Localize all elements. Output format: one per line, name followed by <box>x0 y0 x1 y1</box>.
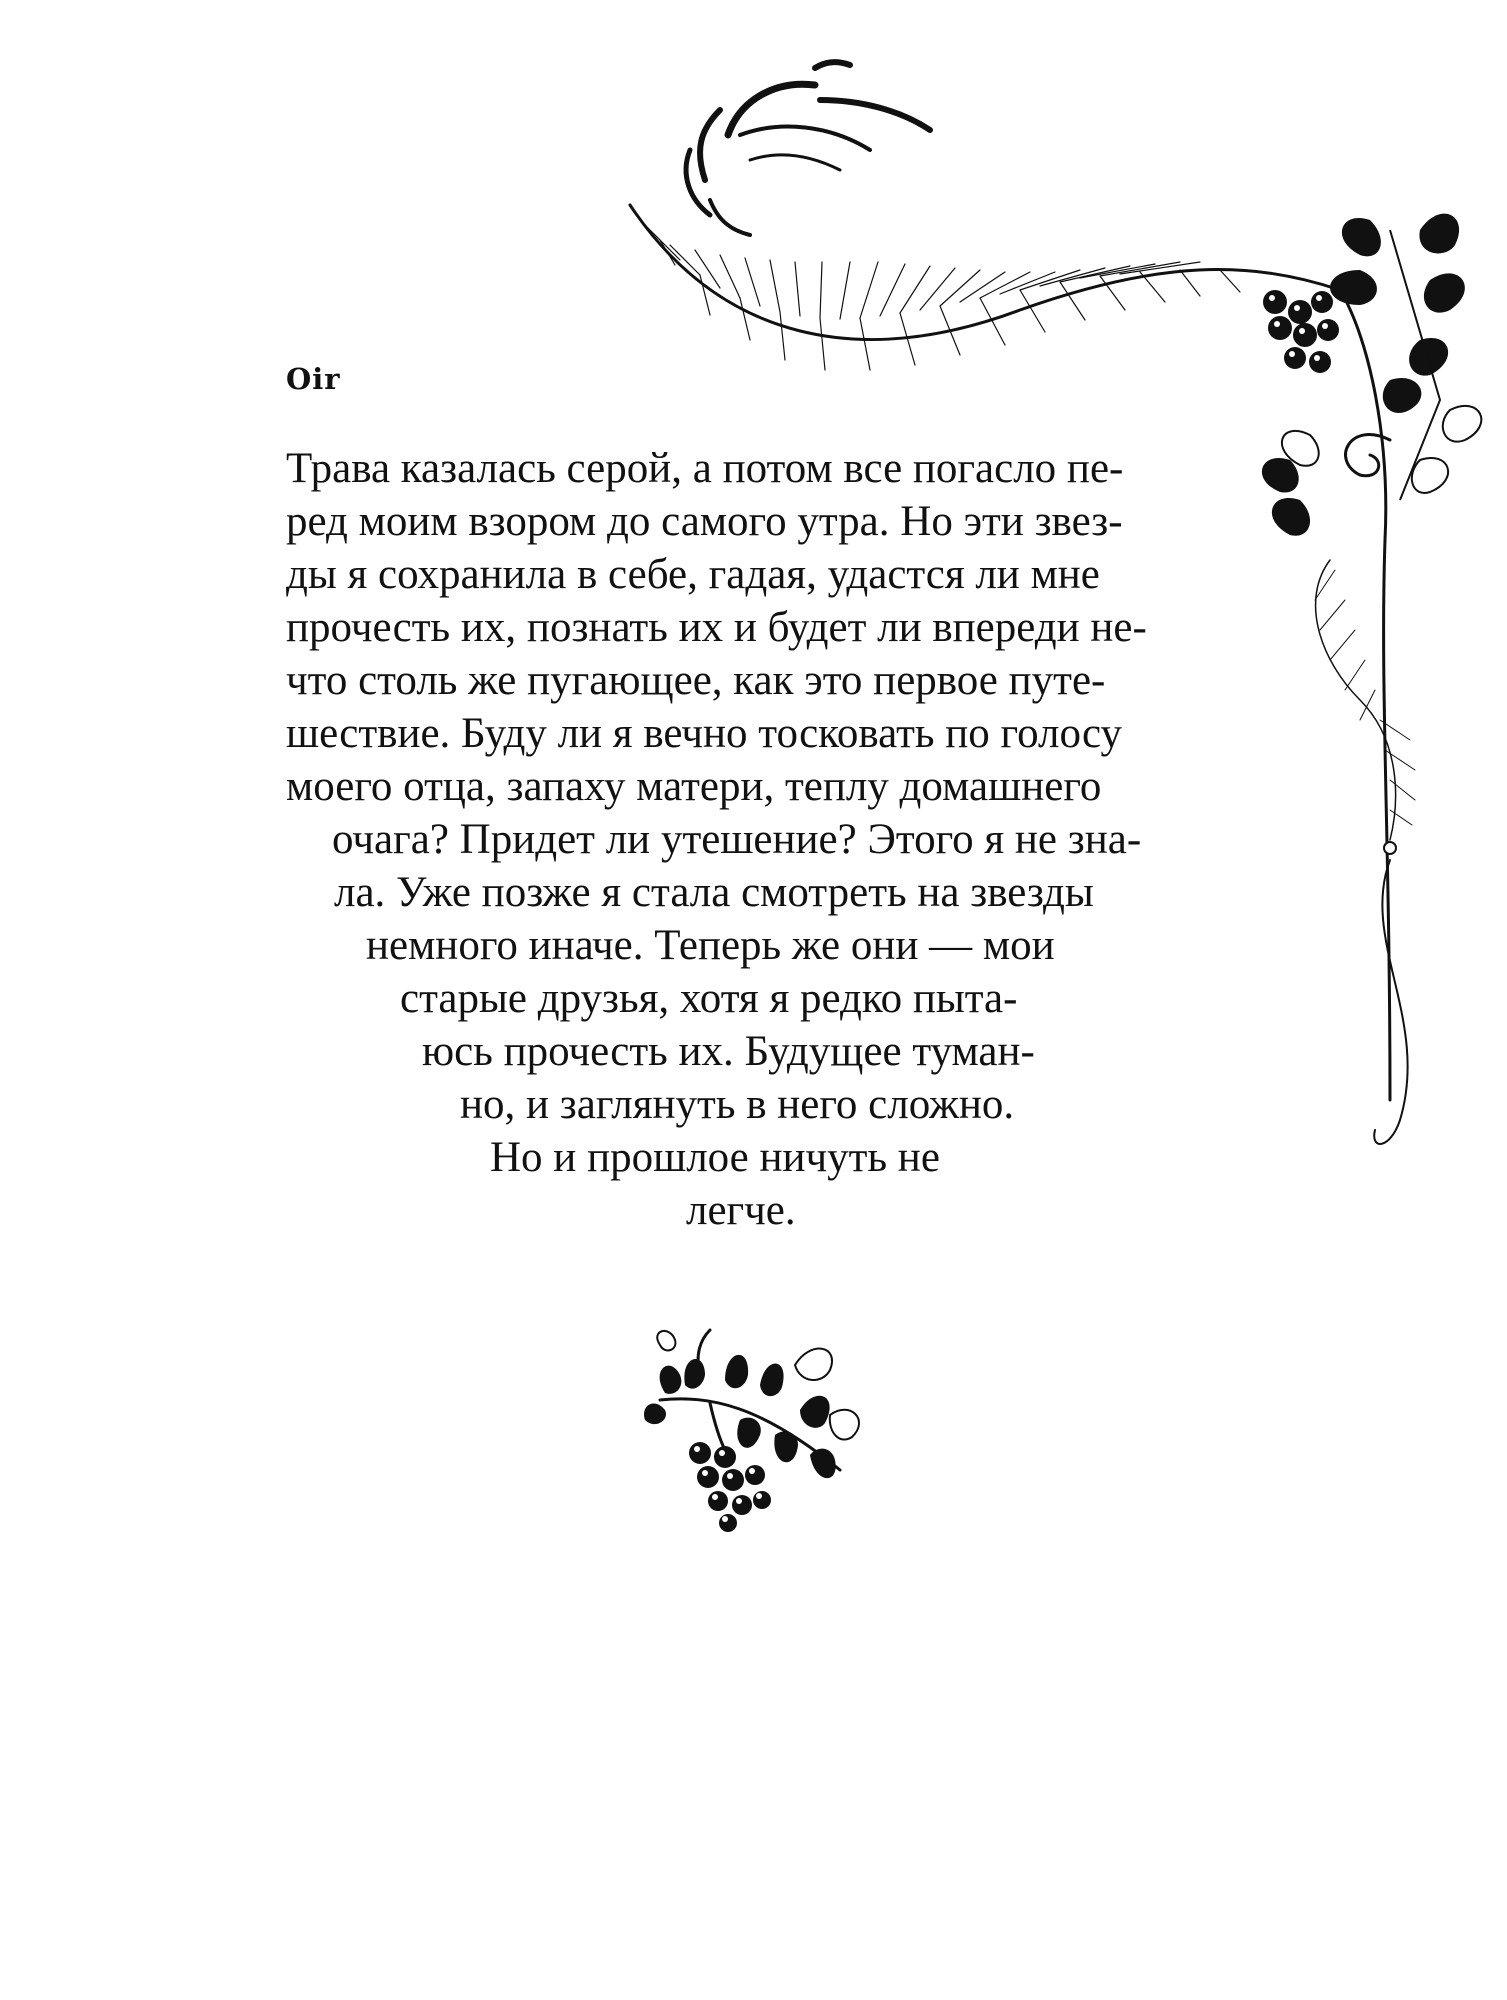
text-line: прочесть их, познать их и будет ли впереди не- <box>286 604 1147 651</box>
text-line: старые друзья, хотя я редко пыта- <box>400 975 1018 1022</box>
text-line: Но и прошлое ничуть не <box>490 1134 940 1181</box>
text-line: юсь прочесть их. Будущее туман- <box>422 1028 1035 1075</box>
text-line: шествие. Буду ли я вечно тосковать по голосу <box>286 710 1123 757</box>
rowan-sprig-icon <box>640 1325 870 1535</box>
text-line: моего отца, запаху матери, теплу домашнего <box>286 763 1102 810</box>
text-line: очага? Придет ли утешение? Этого я не зна- <box>332 816 1142 863</box>
text-line: легче. <box>686 1187 796 1234</box>
text-line: ды я сохранила в себе, гадая, удастся ли мне <box>286 551 1100 598</box>
text-line: Трава казалась серой, а потом все погасло пе- <box>286 445 1124 492</box>
chapter-title: Oir <box>286 362 341 396</box>
text-line: но, и заглянуть в него сложно. <box>460 1081 1015 1128</box>
text-line: ред моим взором до самого утра. Но эти звез- <box>286 498 1123 545</box>
text-line: немного иначе. Теперь же они — мои <box>366 922 1055 969</box>
text-line: что столь же пугающее, как это первое путе- <box>286 657 1106 704</box>
text-line: ла. Уже позже я стала смотреть на звезды <box>334 869 1094 916</box>
